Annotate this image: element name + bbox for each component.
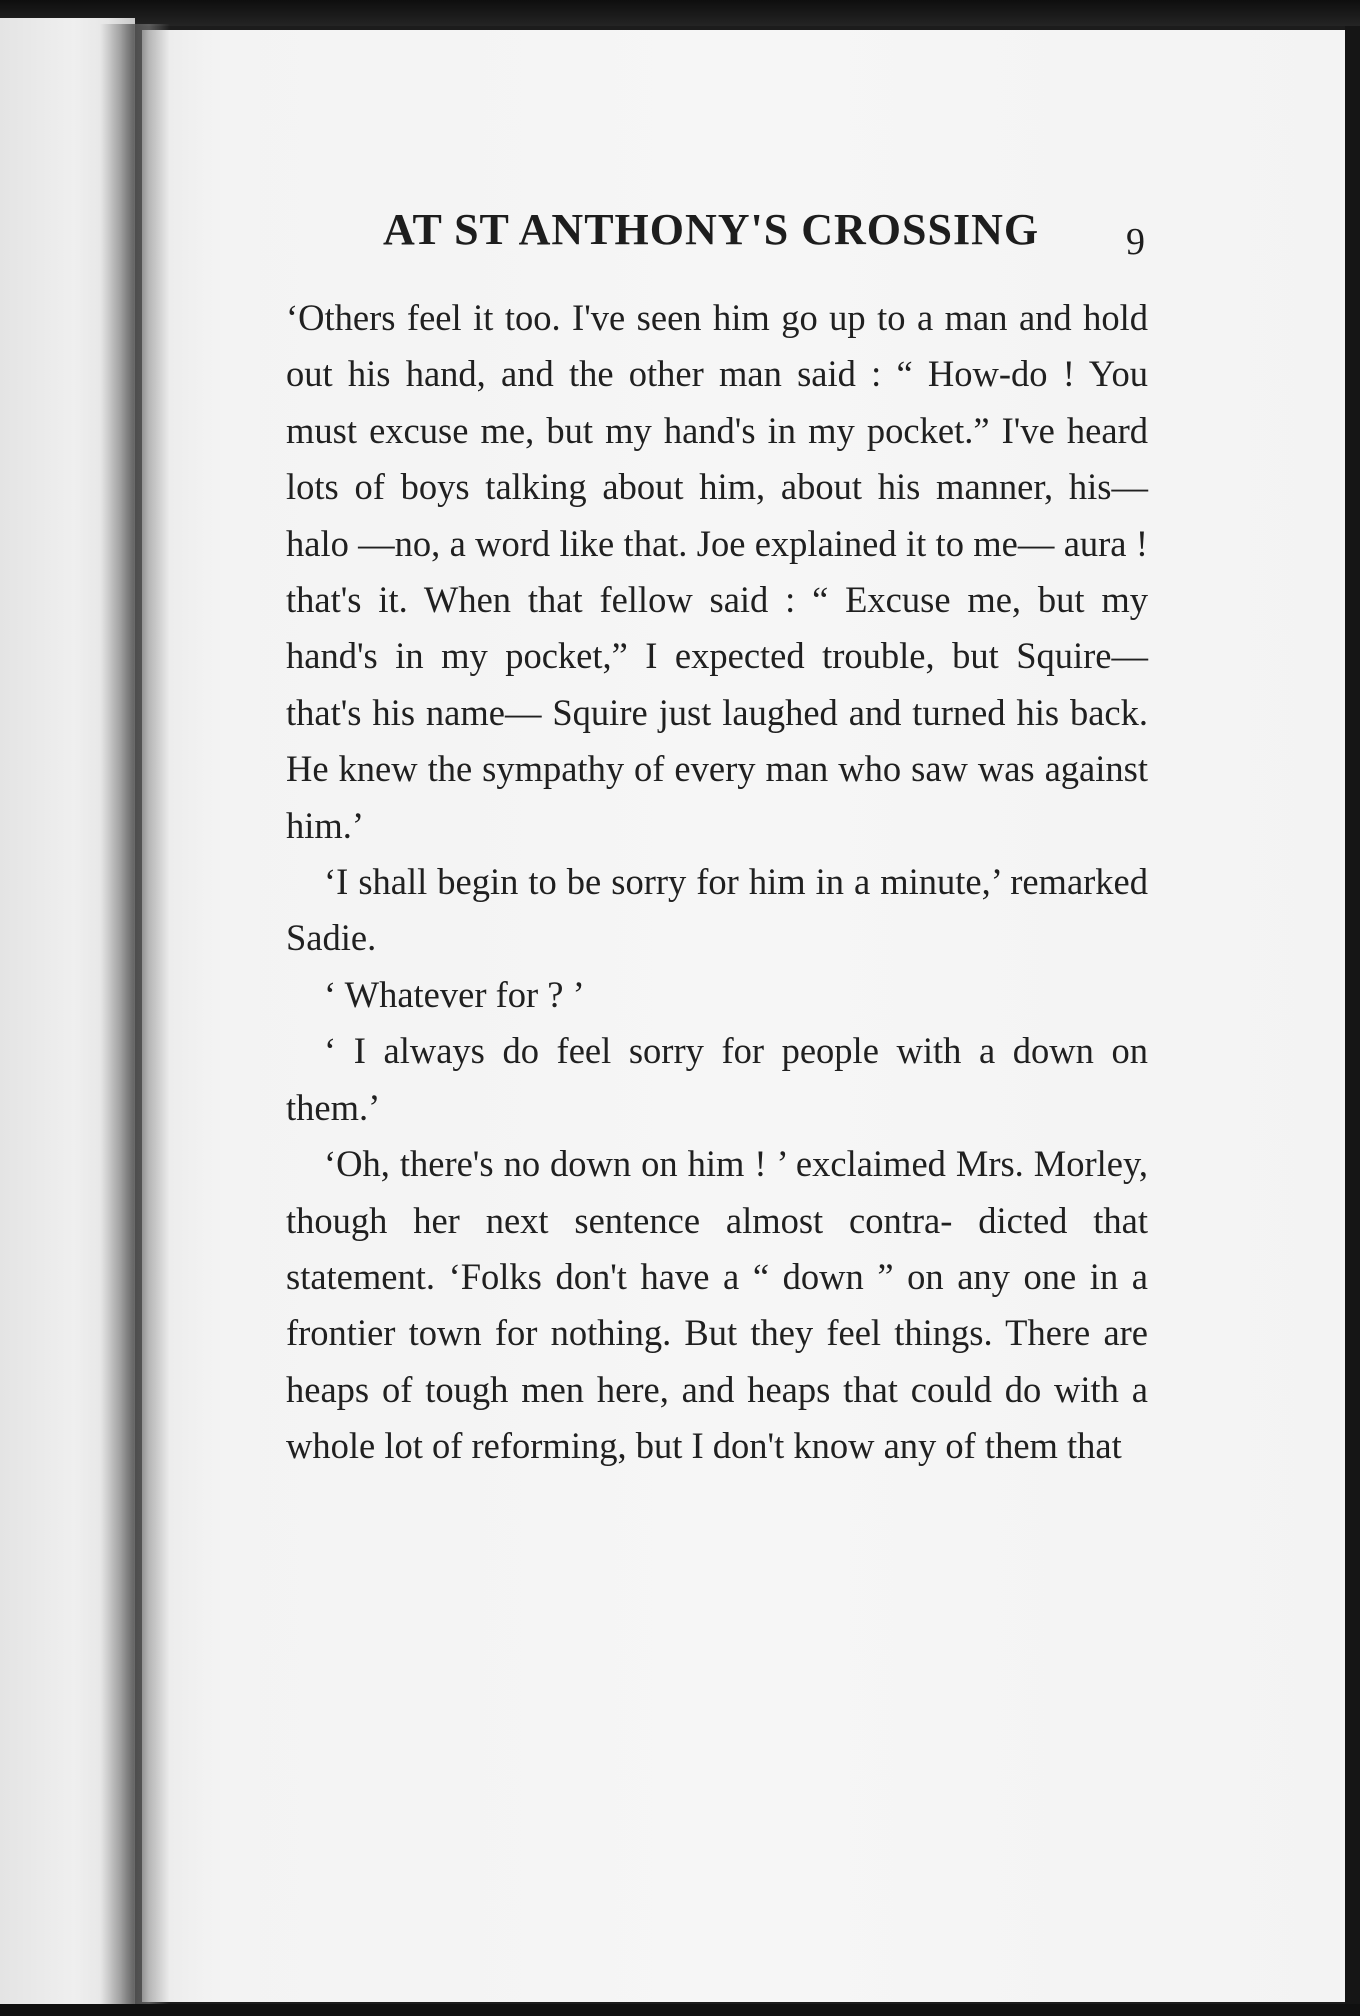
- scan-right-edge: [1345, 26, 1360, 2016]
- binding-gutter-shadow: [100, 24, 170, 2008]
- body-text: [286, 290, 1148, 1475]
- paragraph: ‘ I always do feel sorry for people with a down on them.’: [286, 1030, 1148, 1128]
- scan-bottom-edge: [0, 2004, 1360, 2016]
- paragraph: ‘Others feel it too. I've seen him go up to a man and hold out his hand, and the other man said : “ How-do ! You must excuse me, but my hand's in my pocket.” I've heard lots of boys talking about him, about his manner, his—halo —no, a word like that. Joe explained it to me— aura ! that's it. When that fellow said : “ Excuse me, but my hand's in my pocket,” I expected trouble, but Squire—that's his name— Squire just laughed and turned his back. He knew the sympathy of every man who saw was against him.’: [286, 297, 1148, 846]
- paragraph: ‘I shall begin to be sorry for him in a minute,’ remarked Sadie.: [286, 861, 1148, 959]
- scan-top-edge: [0, 0, 1360, 26]
- paragraph: ‘ Whatever for ? ’: [324, 973, 585, 1015]
- running-head: AT ST ANTHONY'S CROSSING: [383, 205, 1040, 254]
- page-number: 9: [1126, 221, 1145, 263]
- paragraph: ‘Oh, there's no down on him ! ’ exclaimed Mrs. Morley, though her next sentence almost contra- dicted that statement. ‘Folks don't have a “ down ” on any one in a frontier town for nothing. But they feel things. There are heaps of tough men here, and heaps that could do with a whole lot of reforming, but I don't know any of them that: [286, 1143, 1148, 1467]
